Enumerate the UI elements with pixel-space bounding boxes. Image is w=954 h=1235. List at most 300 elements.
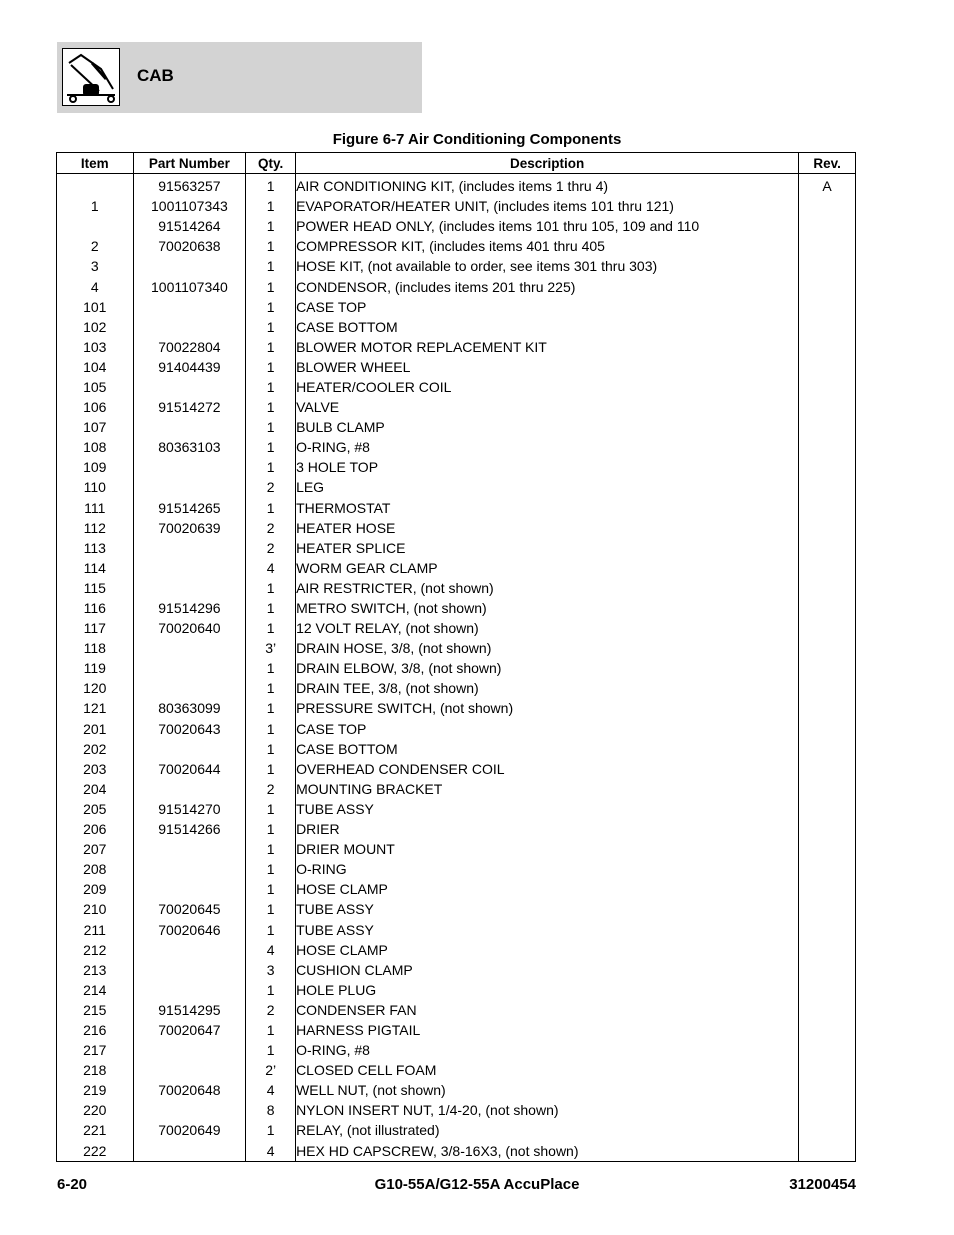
table-row [57, 1020, 856, 1040]
description-cell: TUBE ASSY [296, 899, 799, 919]
part-number-cell: 70020640 [133, 618, 246, 638]
rev-cell [799, 879, 856, 899]
description-cell: TUBE ASSY [296, 799, 799, 819]
rev-cell [799, 297, 856, 317]
table-row [57, 1000, 856, 1020]
item-cell: 203 [57, 759, 134, 779]
description-cell: RELAY, (not illustrated) [296, 1120, 799, 1140]
qty-cell: 2 [246, 1000, 296, 1020]
table-row [57, 940, 856, 960]
description-cell: DRAIN HOSE, 3/8, (not shown) [296, 638, 799, 658]
rev-cell [799, 357, 856, 377]
part-number-cell: 70020645 [133, 899, 246, 919]
item-cell: 205 [57, 799, 134, 819]
rev-cell [799, 538, 856, 558]
qty-cell: 1 [246, 799, 296, 819]
description-cell: OVERHEAD CONDENSER COIL [296, 759, 799, 779]
description-cell: HEATER/COOLER COIL [296, 377, 799, 397]
part-number-cell [133, 558, 246, 578]
description-cell: HEATER HOSE [296, 518, 799, 538]
column-header-part-number: Part Number [133, 153, 246, 174]
part-number-cell [133, 538, 246, 558]
qty-cell: 1 [246, 859, 296, 879]
item-cell: 220 [57, 1100, 134, 1120]
item-cell: 116 [57, 598, 134, 618]
page-number: 6-20 [57, 1176, 88, 1193]
item-cell: 209 [57, 879, 134, 899]
table-row [57, 638, 856, 658]
description-cell: TUBE ASSY [296, 919, 799, 939]
part-number-cell [133, 1141, 246, 1162]
qty-cell: 4 [246, 1080, 296, 1100]
description-cell: DRIER [296, 819, 799, 839]
part-number-cell: 91514295 [133, 1000, 246, 1020]
description-cell: CUSHION CLAMP [296, 960, 799, 980]
item-cell [57, 174, 134, 197]
table-row [57, 698, 856, 718]
qty-cell: 1 [246, 1040, 296, 1060]
qty-cell: 4 [246, 940, 296, 960]
part-number-cell: 1001107340 [133, 276, 246, 296]
table-row [57, 899, 856, 919]
description-cell: BLOWER WHEEL [296, 357, 799, 377]
item-cell: 222 [57, 1141, 134, 1162]
qty-cell: 4 [246, 1141, 296, 1162]
rev-cell [799, 1141, 856, 1162]
description-cell: 12 VOLT RELAY, (not shown) [296, 618, 799, 638]
qty-cell: 4 [246, 558, 296, 578]
rev-cell [799, 276, 856, 296]
item-cell: 104 [57, 357, 134, 377]
qty-cell: 3’ [246, 638, 296, 658]
description-cell: EVAPORATOR/HEATER UNIT, (includes items 101 thru 121) [296, 196, 799, 216]
qty-cell: 2 [246, 779, 296, 799]
qty-cell: 1 [246, 739, 296, 759]
rev-cell [799, 1020, 856, 1040]
item-cell: 107 [57, 417, 134, 437]
part-number-cell [133, 1100, 246, 1120]
rev-cell [799, 498, 856, 518]
rev-cell [799, 236, 856, 256]
table-row [57, 477, 856, 497]
part-number-cell: 91514296 [133, 598, 246, 618]
qty-cell: 1 [246, 216, 296, 236]
part-number-cell [133, 1060, 246, 1080]
description-cell: AIR RESTRICTER, (not shown) [296, 578, 799, 598]
item-cell: 213 [57, 960, 134, 980]
qty-cell: 2’ [246, 1060, 296, 1080]
rev-cell [799, 919, 856, 939]
qty-cell: 1 [246, 276, 296, 296]
rev-cell [799, 1120, 856, 1140]
rev-cell [799, 719, 856, 739]
table-row [57, 839, 856, 859]
part-number-cell: 70020647 [133, 1020, 246, 1040]
qty-cell: 1 [246, 759, 296, 779]
part-number-cell: 70020638 [133, 236, 246, 256]
table-row [57, 417, 856, 437]
description-cell: CASE BOTTOM [296, 317, 799, 337]
qty-cell: 1 [246, 377, 296, 397]
part-number-cell: 91514264 [133, 216, 246, 236]
item-cell: 112 [57, 518, 134, 538]
description-cell: METRO SWITCH, (not shown) [296, 598, 799, 618]
figure-title: Figure 6-7 Air Conditioning Components [332, 131, 622, 148]
item-cell: 103 [57, 337, 134, 357]
description-cell: CLOSED CELL FOAM [296, 1060, 799, 1080]
rev-cell [799, 819, 856, 839]
part-number-cell: 70020644 [133, 759, 246, 779]
table-row [57, 859, 856, 879]
qty-cell: 1 [246, 498, 296, 518]
description-cell: THERMOSTAT [296, 498, 799, 518]
part-number-cell [133, 297, 246, 317]
qty-cell: 1 [246, 337, 296, 357]
rev-cell [799, 437, 856, 457]
description-cell: WELL NUT, (not shown) [296, 1080, 799, 1100]
table-row [57, 377, 856, 397]
rev-cell [799, 1060, 856, 1080]
part-number-cell [133, 658, 246, 678]
part-number-cell [133, 678, 246, 698]
description-cell: DRIER MOUNT [296, 839, 799, 859]
qty-cell: 1 [246, 357, 296, 377]
table-row [57, 879, 856, 899]
section-title: CAB [137, 66, 174, 85]
part-number-cell [133, 879, 246, 899]
description-cell: HOLE PLUG [296, 980, 799, 1000]
description-cell: CASE TOP [296, 719, 799, 739]
rev-cell [799, 759, 856, 779]
part-number-cell: 1001107343 [133, 196, 246, 216]
rev-cell [799, 980, 856, 1000]
qty-cell: 1 [246, 397, 296, 417]
table-row [57, 719, 856, 739]
description-cell: HOSE CLAMP [296, 879, 799, 899]
rev-cell [799, 678, 856, 698]
rev-cell [799, 658, 856, 678]
rev-cell [799, 397, 856, 417]
table-row [57, 397, 856, 417]
qty-cell: 1 [246, 1020, 296, 1040]
item-cell: 110 [57, 477, 134, 497]
table-row [57, 256, 856, 276]
item-cell [57, 216, 134, 236]
part-number-cell: 91514266 [133, 819, 246, 839]
part-number-cell [133, 960, 246, 980]
rev-cell [799, 698, 856, 718]
rev-cell [799, 518, 856, 538]
item-cell: 119 [57, 658, 134, 678]
part-number-cell [133, 317, 246, 337]
qty-cell: 1 [246, 236, 296, 256]
rev-cell [799, 417, 856, 437]
qty-cell: 2 [246, 538, 296, 558]
qty-cell: 1 [246, 618, 296, 638]
qty-cell: 3 [246, 960, 296, 980]
rev-cell [799, 317, 856, 337]
item-cell: 113 [57, 538, 134, 558]
rev-cell [799, 558, 856, 578]
item-cell: 215 [57, 1000, 134, 1020]
table-row [57, 498, 856, 518]
description-cell: DRAIN ELBOW, 3/8, (not shown) [296, 658, 799, 678]
part-number-cell: 70020646 [133, 919, 246, 939]
qty-cell: 1 [246, 174, 296, 197]
rev-cell [799, 1080, 856, 1100]
model-name: G10-55A/G12-55A AccuPlace [374, 1176, 580, 1193]
part-number-cell: 70020643 [133, 719, 246, 739]
item-cell: 214 [57, 980, 134, 1000]
table-row [57, 1060, 856, 1080]
part-number-cell: 91404439 [133, 357, 246, 377]
item-cell: 216 [57, 1020, 134, 1040]
table-row [57, 819, 856, 839]
item-cell: 105 [57, 377, 134, 397]
qty-cell: 1 [246, 256, 296, 276]
part-number-cell [133, 980, 246, 1000]
table-row [57, 799, 856, 819]
part-number-cell [133, 1040, 246, 1060]
part-number-cell: 70020648 [133, 1080, 246, 1100]
table-header-row [57, 153, 856, 174]
item-cell: 221 [57, 1120, 134, 1140]
table-row [57, 658, 856, 678]
qty-cell: 1 [246, 598, 296, 618]
description-cell: BLOWER MOTOR REPLACEMENT KIT [296, 337, 799, 357]
rev-cell [799, 377, 856, 397]
column-header-description: Description [296, 153, 799, 174]
rev-cell [799, 739, 856, 759]
table-row [57, 739, 856, 759]
part-number-cell: 91514265 [133, 498, 246, 518]
rev-cell [799, 799, 856, 819]
qty-cell: 1 [246, 417, 296, 437]
qty-cell: 1 [246, 678, 296, 698]
table-row [57, 1141, 856, 1162]
part-number-cell: 70022804 [133, 337, 246, 357]
qty-cell: 1 [246, 698, 296, 718]
qty-cell: 1 [246, 719, 296, 739]
table-row [57, 678, 856, 698]
item-cell: 206 [57, 819, 134, 839]
column-header-rev: Rev. [799, 153, 856, 174]
part-number-cell [133, 779, 246, 799]
item-cell: 2 [57, 236, 134, 256]
description-cell: POWER HEAD ONLY, (includes items 101 thru 105, 109 and 110 [296, 216, 799, 236]
table-row [57, 980, 856, 1000]
qty-cell: 1 [246, 317, 296, 337]
rev-cell [799, 960, 856, 980]
forklift-cab-icon [62, 48, 120, 106]
rev-cell: A [799, 174, 856, 197]
rev-cell [799, 859, 856, 879]
item-cell: 210 [57, 899, 134, 919]
rev-cell [799, 337, 856, 357]
table-row [57, 317, 856, 337]
rev-cell [799, 618, 856, 638]
item-cell: 218 [57, 1060, 134, 1080]
item-cell: 212 [57, 940, 134, 960]
part-number-cell: 80363103 [133, 437, 246, 457]
description-cell: CONDENSER FAN [296, 1000, 799, 1020]
parts-table [56, 152, 856, 1162]
description-cell: CASE BOTTOM [296, 739, 799, 759]
rev-cell [799, 598, 856, 618]
item-cell: 101 [57, 297, 134, 317]
item-cell: 117 [57, 618, 134, 638]
part-number-cell [133, 940, 246, 960]
part-number-cell [133, 417, 246, 437]
description-cell: PRESSURE SWITCH, (not shown) [296, 698, 799, 718]
qty-cell: 1 [246, 899, 296, 919]
qty-cell: 1 [246, 1120, 296, 1140]
item-cell: 115 [57, 578, 134, 598]
table-row [57, 779, 856, 799]
table-row [57, 558, 856, 578]
qty-cell: 1 [246, 437, 296, 457]
description-cell: WORM GEAR CLAMP [296, 558, 799, 578]
qty-cell: 1 [246, 879, 296, 899]
table-row [57, 518, 856, 538]
table-row [57, 297, 856, 317]
table-row [57, 437, 856, 457]
description-cell: MOUNTING BRACKET [296, 779, 799, 799]
table-row [57, 1080, 856, 1100]
item-cell: 4 [57, 276, 134, 296]
description-cell: HOSE CLAMP [296, 940, 799, 960]
description-cell: VALVE [296, 397, 799, 417]
table-row [57, 598, 856, 618]
description-cell: BULB CLAMP [296, 417, 799, 437]
qty-cell: 1 [246, 819, 296, 839]
part-number-cell [133, 638, 246, 658]
item-cell: 201 [57, 719, 134, 739]
part-number-cell: 80363099 [133, 698, 246, 718]
description-cell: HOSE KIT, (not available to order, see items 301 thru 303) [296, 256, 799, 276]
item-cell: 208 [57, 859, 134, 879]
item-cell: 109 [57, 457, 134, 477]
item-cell: 219 [57, 1080, 134, 1100]
description-cell: COMPRESSOR KIT, (includes items 401 thru 405 [296, 236, 799, 256]
rev-cell [799, 899, 856, 919]
qty-cell: 1 [246, 457, 296, 477]
qty-cell: 1 [246, 658, 296, 678]
rev-cell [799, 196, 856, 216]
table-row [57, 236, 856, 256]
part-number-cell: 91514270 [133, 799, 246, 819]
rev-cell [799, 256, 856, 276]
description-cell: O-RING, #8 [296, 1040, 799, 1060]
item-cell: 217 [57, 1040, 134, 1060]
qty-cell: 1 [246, 297, 296, 317]
rev-cell [799, 638, 856, 658]
table-row [57, 1120, 856, 1140]
description-cell: O-RING [296, 859, 799, 879]
item-cell: 3 [57, 256, 134, 276]
table-row [57, 538, 856, 558]
item-cell: 108 [57, 437, 134, 457]
table-row [57, 357, 856, 377]
qty-cell: 2 [246, 518, 296, 538]
column-header-qty: Qty. [246, 153, 296, 174]
rev-cell [799, 216, 856, 236]
rev-cell [799, 457, 856, 477]
qty-cell: 1 [246, 578, 296, 598]
table-row [57, 216, 856, 236]
item-cell: 102 [57, 317, 134, 337]
item-cell: 1 [57, 196, 134, 216]
part-number-cell [133, 457, 246, 477]
part-number-cell [133, 477, 246, 497]
rev-cell [799, 839, 856, 859]
parts-table-body [57, 174, 856, 1162]
table-row [57, 174, 856, 197]
description-cell: HEATER SPLICE [296, 538, 799, 558]
table-row [57, 919, 856, 939]
table-row [57, 578, 856, 598]
description-cell: AIR CONDITIONING KIT, (includes items 1 thru 4) [296, 174, 799, 197]
qty-cell: 1 [246, 919, 296, 939]
rev-cell [799, 940, 856, 960]
description-cell: LEG [296, 477, 799, 497]
table-row [57, 276, 856, 296]
table-row [57, 196, 856, 216]
part-number-cell: 70020639 [133, 518, 246, 538]
table-row [57, 960, 856, 980]
part-number-cell [133, 377, 246, 397]
item-cell: 114 [57, 558, 134, 578]
table-row [57, 457, 856, 477]
description-cell: DRAIN TEE, 3/8, (not shown) [296, 678, 799, 698]
item-cell: 106 [57, 397, 134, 417]
item-cell: 120 [57, 678, 134, 698]
part-number-cell: 91514272 [133, 397, 246, 417]
description-cell: HARNESS PIGTAIL [296, 1020, 799, 1040]
rev-cell [799, 1040, 856, 1060]
qty-cell: 8 [246, 1100, 296, 1120]
qty-cell: 1 [246, 839, 296, 859]
document-number: 31200454 [789, 1176, 856, 1193]
item-cell: 211 [57, 919, 134, 939]
table-row [57, 759, 856, 779]
qty-cell: 2 [246, 477, 296, 497]
description-cell: O-RING, #8 [296, 437, 799, 457]
rev-cell [799, 779, 856, 799]
part-number-cell [133, 839, 246, 859]
item-cell: 204 [57, 779, 134, 799]
part-number-cell [133, 859, 246, 879]
item-cell: 202 [57, 739, 134, 759]
qty-cell: 1 [246, 980, 296, 1000]
table-row [57, 1040, 856, 1060]
table-row [57, 337, 856, 357]
item-cell: 118 [57, 638, 134, 658]
item-cell: 207 [57, 839, 134, 859]
rev-cell [799, 578, 856, 598]
part-number-cell [133, 739, 246, 759]
table-row [57, 618, 856, 638]
rev-cell [799, 1100, 856, 1120]
item-cell: 121 [57, 698, 134, 718]
part-number-cell: 91563257 [133, 174, 246, 197]
description-cell: CONDENSOR, (includes items 201 thru 225) [296, 276, 799, 296]
part-number-cell: 70020649 [133, 1120, 246, 1140]
description-cell: 3 HOLE TOP [296, 457, 799, 477]
item-cell: 111 [57, 498, 134, 518]
table-row [57, 1100, 856, 1120]
description-cell: CASE TOP [296, 297, 799, 317]
